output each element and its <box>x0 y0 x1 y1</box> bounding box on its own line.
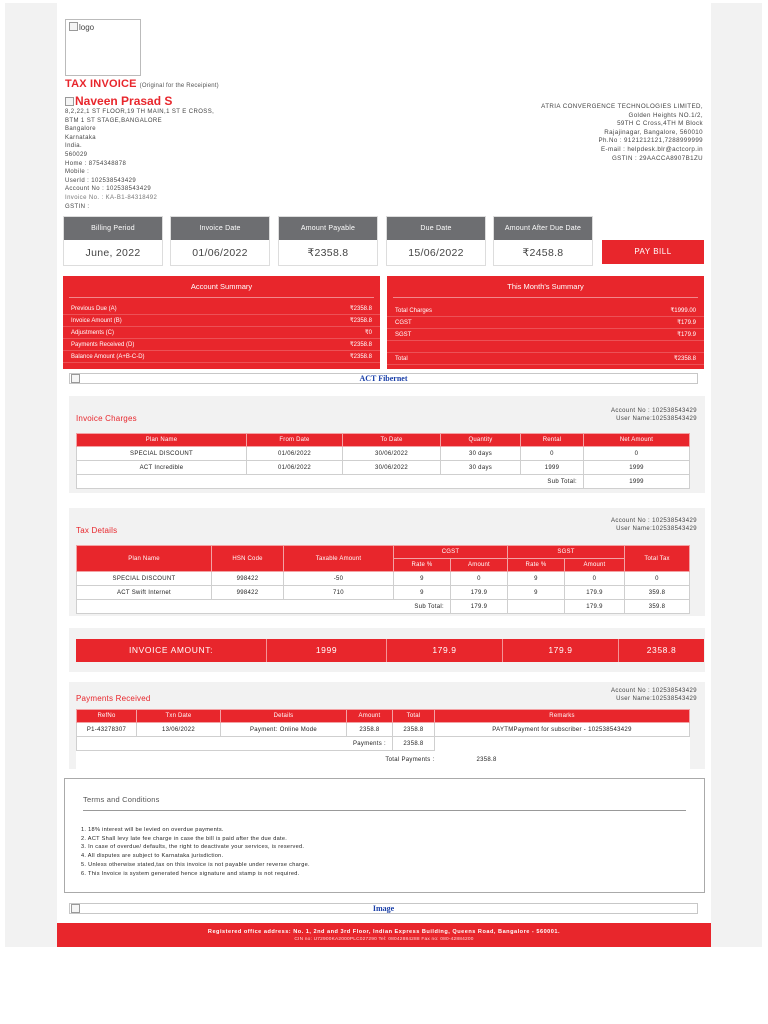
panel-title: Account Summary <box>69 276 374 298</box>
summary-row <box>63 339 380 351</box>
row-label: SGST <box>395 332 412 338</box>
box-label: Invoice Date <box>171 217 269 240</box>
act-fibernet-banner[interactable] <box>69 373 698 384</box>
subtotal-label: Sub Total: <box>77 475 584 489</box>
summary-row <box>63 315 380 327</box>
column-header: Rental <box>521 434 584 447</box>
banner-alt-text: Image <box>372 904 395 913</box>
box-label: Billing Period <box>64 217 162 240</box>
table-cell: ACT Incredible <box>77 461 247 475</box>
panel-title: This Month's Summary <box>393 276 698 298</box>
company-line: Golden Heights NO.1/2, <box>628 111 703 119</box>
subtotal-sgst: 179.9 <box>565 600 625 614</box>
column-header: HSN Code <box>212 546 284 572</box>
terms-item: 5. Unless otherwise stated,tax on this invoice is not payable under reverse charge. <box>81 861 310 868</box>
terms-title: Terms and Conditions <box>83 795 160 804</box>
column-header: Txn Date <box>137 710 221 723</box>
amount-payable-box <box>278 216 378 266</box>
table-cell: 179.9 <box>565 586 625 600</box>
row-value: ₹2358.8 <box>349 306 372 312</box>
column-header: RefNo <box>77 710 137 723</box>
account-info <box>611 517 697 533</box>
footer-registration: CIN no: U72900KA2000PLC027290 Tel: 08042884288 Fax no: 080-42884200 <box>294 937 474 942</box>
column-header: Total Tax <box>625 546 690 572</box>
table-cell: 710 <box>284 586 394 600</box>
column-header: Amount <box>565 559 625 572</box>
row-value: ₹2358.8 <box>673 356 696 362</box>
account-number: Account No : 102538543429 <box>610 518 697 524</box>
company-line: Ph.No : 9121212121,7288999999 <box>598 137 703 145</box>
terms-item: 4. All disputes are subject to Karnataka jurisdiction. <box>81 853 224 860</box>
table-row <box>77 447 690 461</box>
company-line: GSTIN : 29AACCA8907B1ZU <box>611 154 703 162</box>
subtotal-value: 1999 <box>584 475 690 489</box>
customer-details <box>65 108 214 211</box>
customer-line: GSTIN : <box>65 203 90 210</box>
payments-table <box>76 709 690 769</box>
table-cell: 0 <box>625 572 690 586</box>
table-header-row <box>77 710 690 723</box>
title-text: TAX INVOICE <box>65 78 137 90</box>
row-value: ₹179.9 <box>677 332 696 338</box>
summary-row <box>63 303 380 315</box>
terms-item: 1. 18% interest will be levied on overdue payments. <box>81 827 224 833</box>
table-cell: 9 <box>508 586 565 600</box>
terms-item: 6. This Invoice is system generated hence signature and stamp is not required. <box>81 870 300 877</box>
table-cell: 998422 <box>212 586 284 600</box>
pay-bill-button[interactable]: PAY BILL <box>602 240 704 264</box>
terms-item: 3. In case of overdue/ defaults, the right to deactivate your services, is reserved. <box>81 844 305 851</box>
payments-section <box>69 682 705 769</box>
total-payments-label-text: Total Payments : <box>385 756 435 763</box>
table-cell: 9 <box>394 572 451 586</box>
company-line: 59TH C Cross,4TH M Block <box>617 120 703 128</box>
summary-row <box>387 341 704 353</box>
table-cell: 998422 <box>212 572 284 586</box>
table-cell: 1999 <box>584 461 690 475</box>
total-payments-value: 2358.8 <box>476 756 497 763</box>
table-cell: 01/06/2022 <box>247 447 343 461</box>
column-header: SGST <box>508 546 625 559</box>
invoice-charges-section <box>69 396 705 493</box>
customer-line: UserId : 102538543429 <box>65 177 137 184</box>
summary-row <box>63 351 380 363</box>
column-header: Remarks <box>435 710 690 723</box>
table-cell: 30/06/2022 <box>343 461 441 475</box>
user-name: User Name:102538543429 <box>616 416 697 422</box>
billing-period-box <box>63 216 163 266</box>
column-header: From Date <box>247 434 343 447</box>
table-row <box>77 572 690 586</box>
terms-item: 2. ACT Shall levy late fee charge in case the bill is paid after the due date. <box>81 835 288 842</box>
column-header: To Date <box>343 434 441 447</box>
summary-row <box>63 327 380 339</box>
subtotal-row <box>77 600 690 614</box>
terms-list <box>81 826 310 878</box>
table-cell: Payment: Online Mode <box>221 723 347 737</box>
tax-invoice-title <box>65 78 219 90</box>
column-header: Plan Name <box>77 434 247 447</box>
table-cell: 0 <box>584 447 690 461</box>
table-cell: 30/06/2022 <box>343 447 441 461</box>
account-summary-panel <box>63 276 380 369</box>
row-value: ₹0 <box>364 330 372 336</box>
column-header: Rate % <box>394 559 451 572</box>
amount-after-due-box <box>493 216 593 266</box>
customer-line: BTM 1 ST STAGE,BANGALORE <box>65 117 163 124</box>
box-value: June, 2022 <box>85 247 141 259</box>
account-info <box>611 407 697 423</box>
total-payments-label <box>77 751 435 769</box>
table-cell <box>435 737 690 751</box>
payments-value: 2358.8 <box>393 737 435 751</box>
section-title: Payments Received <box>76 694 151 703</box>
customer-line: Invoice No. : KA-B1-84318492 <box>65 194 158 201</box>
row-label: Invoice Amount (B) <box>71 318 122 324</box>
table-row <box>77 461 690 475</box>
invoice-charges-table <box>76 433 690 489</box>
invoice-amount-total: 2358.8 <box>618 639 704 662</box>
summary-row <box>387 353 704 365</box>
image-banner[interactable] <box>69 903 698 914</box>
customer-line: India. <box>65 143 83 150</box>
payments-label: Payments : <box>77 737 393 751</box>
row-label: Adjustments (C) <box>71 330 115 336</box>
table-cell <box>508 600 565 614</box>
row-label: Total Charges <box>395 308 433 314</box>
table-cell: 359.8 <box>625 586 690 600</box>
table-cell: 9 <box>508 572 565 586</box>
table-cell: 179.9 <box>451 586 508 600</box>
company-line: E-mail : helpdesk.blr@actcorp.in <box>601 145 703 153</box>
row-value: ₹2358.8 <box>349 342 372 348</box>
customer-line: Bangalore <box>65 126 96 133</box>
logo-image <box>65 19 141 76</box>
column-header: Net Amount <box>584 434 690 447</box>
box-value: 01/06/2022 <box>192 247 248 259</box>
column-header: Amount <box>347 710 393 723</box>
box-value: ₹2458.8 <box>522 247 564 259</box>
box-label: Amount Payable <box>279 217 377 240</box>
row-label: CGST <box>395 320 412 326</box>
row-label: Previous Due (A) <box>71 306 117 312</box>
invoice-amount-sgst: 179.9 <box>502 639 618 662</box>
box-label: Amount After Due Date <box>494 217 592 240</box>
table-header-row <box>77 434 690 447</box>
row-label: Total <box>395 356 408 362</box>
customer-line: 560029 <box>65 151 88 158</box>
account-info <box>611 687 697 703</box>
terms-divider <box>83 810 686 811</box>
summary-row <box>387 305 704 317</box>
table-cell: 0 <box>451 572 508 586</box>
terms-and-conditions <box>64 778 705 893</box>
due-date-box <box>386 216 486 266</box>
table-cell: 30 days <box>441 461 521 475</box>
box-label: Due Date <box>387 217 485 240</box>
invoice-page <box>57 3 711 947</box>
column-header: Quantity <box>441 434 521 447</box>
table-cell: 0 <box>521 447 584 461</box>
invoice-amount-label: INVOICE AMOUNT: <box>128 645 214 655</box>
customer-name-text: Naveen Prasad S <box>75 94 173 108</box>
table-row <box>77 586 690 600</box>
customer-line: Home : 8754348878 <box>65 160 127 167</box>
subtotal-total: 359.8 <box>625 600 690 614</box>
logo-alt-text: logo <box>79 23 95 32</box>
footer-address: Registered office address: No. 1, 2nd and 3rd Floor, Indian Express Building, Queens Road, Bangalore - 560001. <box>207 929 561 935</box>
banner-alt-text: ACT Fibernet <box>359 374 408 383</box>
table-cell: PAYTMPayment for subscriber - 102538543429 <box>435 723 690 737</box>
row-value: ₹2358.8 <box>349 318 372 324</box>
subtotal-cgst: 179.9 <box>451 600 508 614</box>
row-value: ₹2358.8 <box>349 354 372 360</box>
table-cell: 1999 <box>521 461 584 475</box>
invoice-amount-bar <box>76 639 704 662</box>
account-number: Account No : 102538543429 <box>610 408 697 414</box>
invoice-amount-charges: 1999 <box>266 639 386 662</box>
box-value: ₹2358.8 <box>307 247 349 259</box>
title-note: (Original for the Receipient) <box>139 83 219 89</box>
tax-details-section <box>69 508 705 616</box>
table-cell: SPECIAL DISCOUNT <box>77 447 247 461</box>
row-label: Payments Received (D) <box>71 342 135 348</box>
table-cell: 0 <box>565 572 625 586</box>
column-header: Amount <box>451 559 508 572</box>
table-row <box>77 723 690 737</box>
table-cell: 2358.8 <box>393 723 435 737</box>
user-name: User Name:102538543429 <box>616 696 697 702</box>
payments-subtotal-row <box>77 737 690 751</box>
table-cell: ACT Swift Internet <box>77 586 212 600</box>
table-cell: P1-43278307 <box>77 723 137 737</box>
customer-line: Mobile : <box>65 169 90 176</box>
summary-row <box>387 329 704 341</box>
invoice-date-box <box>170 216 270 266</box>
table-cell: 2358.8 <box>347 723 393 737</box>
column-header: Plan Name <box>77 546 212 572</box>
column-header: Rate % <box>508 559 565 572</box>
tax-details-table <box>76 545 690 614</box>
payments-total-row <box>77 751 690 769</box>
row-value: ₹1999.00 <box>670 308 696 314</box>
company-line: Rajajinagar, Bangalore, 560010 <box>604 128 703 136</box>
account-number: Account No : 102538543429 <box>610 688 697 694</box>
subtotal-row <box>77 475 690 489</box>
row-label: Balance Amount (A+B-C-D) <box>71 354 145 360</box>
broken-image-icon <box>65 97 74 106</box>
section-title: Invoice Charges <box>76 414 137 423</box>
customer-line: 8,2,22,1 ST FLOOR,19 TH MAIN,1 ST E CROSS, <box>65 109 215 115</box>
subtotal-label: Sub Total: <box>77 600 451 614</box>
company-details <box>541 103 703 163</box>
broken-image-icon <box>69 22 78 31</box>
customer-name <box>65 94 172 108</box>
box-value: 15/06/2022 <box>408 247 464 259</box>
company-line: ATRIA CONVERGENCE TECHNOLOGIES LIMITED, <box>541 103 703 110</box>
invoice-amount-cgst: 179.9 <box>386 639 502 662</box>
table-header-row <box>77 546 690 559</box>
column-header: CGST <box>394 546 508 559</box>
table-cell: SPECIAL DISCOUNT <box>77 572 212 586</box>
table-cell: 01/06/2022 <box>247 461 343 475</box>
section-title: Tax Details <box>76 526 118 535</box>
customer-line: Karnataka <box>65 134 96 141</box>
month-summary-panel <box>387 276 704 369</box>
row-value: ₹179.9 <box>677 320 696 326</box>
customer-line: Account No : 102538543429 <box>65 186 152 193</box>
column-header: Taxable Amount <box>284 546 394 572</box>
user-name: User Name:102538543429 <box>616 526 697 532</box>
footer <box>57 923 711 947</box>
table-cell: 13/06/2022 <box>137 723 221 737</box>
table-cell: 30 days <box>441 447 521 461</box>
column-header: Total <box>393 710 435 723</box>
column-header: Details <box>221 710 347 723</box>
table-cell: 9 <box>394 586 451 600</box>
summary-row <box>387 317 704 329</box>
table-cell: -50 <box>284 572 394 586</box>
